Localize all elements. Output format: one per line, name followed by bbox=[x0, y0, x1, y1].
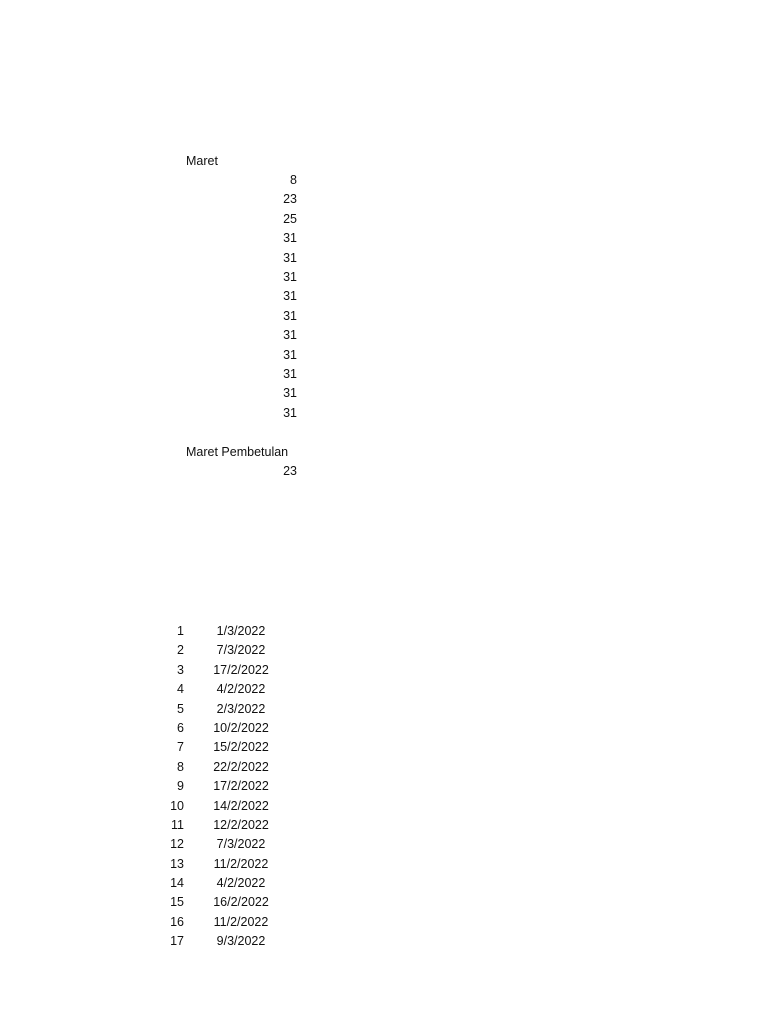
table-row bbox=[150, 874, 298, 893]
row-date: 4/2/2022 bbox=[216, 682, 266, 697]
row-date: 17/2/2022 bbox=[213, 662, 269, 677]
table-row bbox=[150, 738, 298, 757]
row-number: 17 bbox=[170, 934, 184, 949]
row-date: 7/3/2022 bbox=[216, 837, 266, 852]
row-date: 7/3/2022 bbox=[216, 643, 266, 658]
maret-label: Maret bbox=[186, 154, 218, 168]
value-cell: 31 bbox=[283, 289, 297, 304]
value-cell: 31 bbox=[283, 269, 297, 284]
table-row bbox=[150, 913, 298, 932]
row-number: 8 bbox=[177, 759, 184, 774]
table-row bbox=[150, 641, 298, 660]
row-number: 4 bbox=[177, 682, 184, 697]
row-number: 5 bbox=[177, 701, 184, 716]
date-table bbox=[150, 622, 298, 952]
row-date: 4/2/2022 bbox=[216, 876, 266, 891]
row-number: 11 bbox=[171, 817, 184, 832]
value-cell: 23 bbox=[283, 192, 297, 207]
row-date: 1/3/2022 bbox=[216, 624, 266, 638]
row-date: 9/3/2022 bbox=[216, 934, 266, 949]
row-date: 15/2/2022 bbox=[213, 740, 269, 755]
value-cell: 31 bbox=[283, 328, 297, 343]
maret-pembetulan-label: Maret Pembetulan bbox=[186, 445, 289, 459]
maret-values bbox=[186, 171, 297, 423]
value-cell: 23 bbox=[283, 464, 297, 478]
table-row bbox=[150, 680, 298, 699]
value-cell: 8 bbox=[290, 173, 297, 187]
row-date: 16/2/2022 bbox=[213, 895, 269, 910]
row-number: 3 bbox=[177, 662, 184, 677]
value-cell: 25 bbox=[283, 211, 297, 226]
value-cell: 31 bbox=[283, 347, 297, 362]
row-number: 16 bbox=[170, 914, 184, 929]
maret-pembetulan-values bbox=[186, 462, 297, 481]
table-row bbox=[150, 777, 298, 796]
row-number: 12 bbox=[170, 837, 184, 852]
table-row bbox=[150, 700, 298, 719]
row-number: 9 bbox=[177, 779, 184, 794]
value-cell: 31 bbox=[283, 250, 297, 265]
row-date: 22/2/2022 bbox=[213, 759, 269, 774]
table-row bbox=[150, 622, 298, 641]
table-row bbox=[150, 661, 298, 680]
row-date: 17/2/2022 bbox=[213, 779, 269, 794]
row-number: 13 bbox=[170, 856, 184, 871]
row-date: 14/2/2022 bbox=[213, 798, 269, 813]
row-date: 12/2/2022 bbox=[213, 817, 269, 832]
row-number: 6 bbox=[177, 720, 184, 735]
row-number: 15 bbox=[170, 895, 184, 910]
table-row bbox=[150, 719, 298, 738]
row-date: 11/2/2022 bbox=[213, 914, 269, 929]
table-row bbox=[150, 797, 298, 816]
row-date: 2/3/2022 bbox=[216, 701, 266, 716]
table-row bbox=[150, 893, 298, 912]
table-row bbox=[150, 816, 298, 835]
value-cell: 31 bbox=[283, 366, 297, 381]
row-number: 2 bbox=[177, 643, 184, 658]
table-row bbox=[150, 855, 298, 874]
row-number: 14 bbox=[170, 876, 184, 891]
value-cell: 31 bbox=[283, 405, 297, 420]
row-number: 7 bbox=[177, 740, 184, 755]
value-cell: 31 bbox=[283, 231, 297, 246]
table-row bbox=[150, 932, 298, 951]
table-row bbox=[150, 758, 298, 777]
row-date: 11/2/2022 bbox=[213, 856, 269, 871]
row-date: 10/2/2022 bbox=[213, 720, 269, 735]
row-number: 10 bbox=[170, 798, 184, 813]
value-cell: 31 bbox=[283, 386, 297, 401]
table-row bbox=[150, 835, 298, 854]
row-number: 1 bbox=[177, 624, 184, 638]
value-cell: 31 bbox=[283, 308, 297, 323]
